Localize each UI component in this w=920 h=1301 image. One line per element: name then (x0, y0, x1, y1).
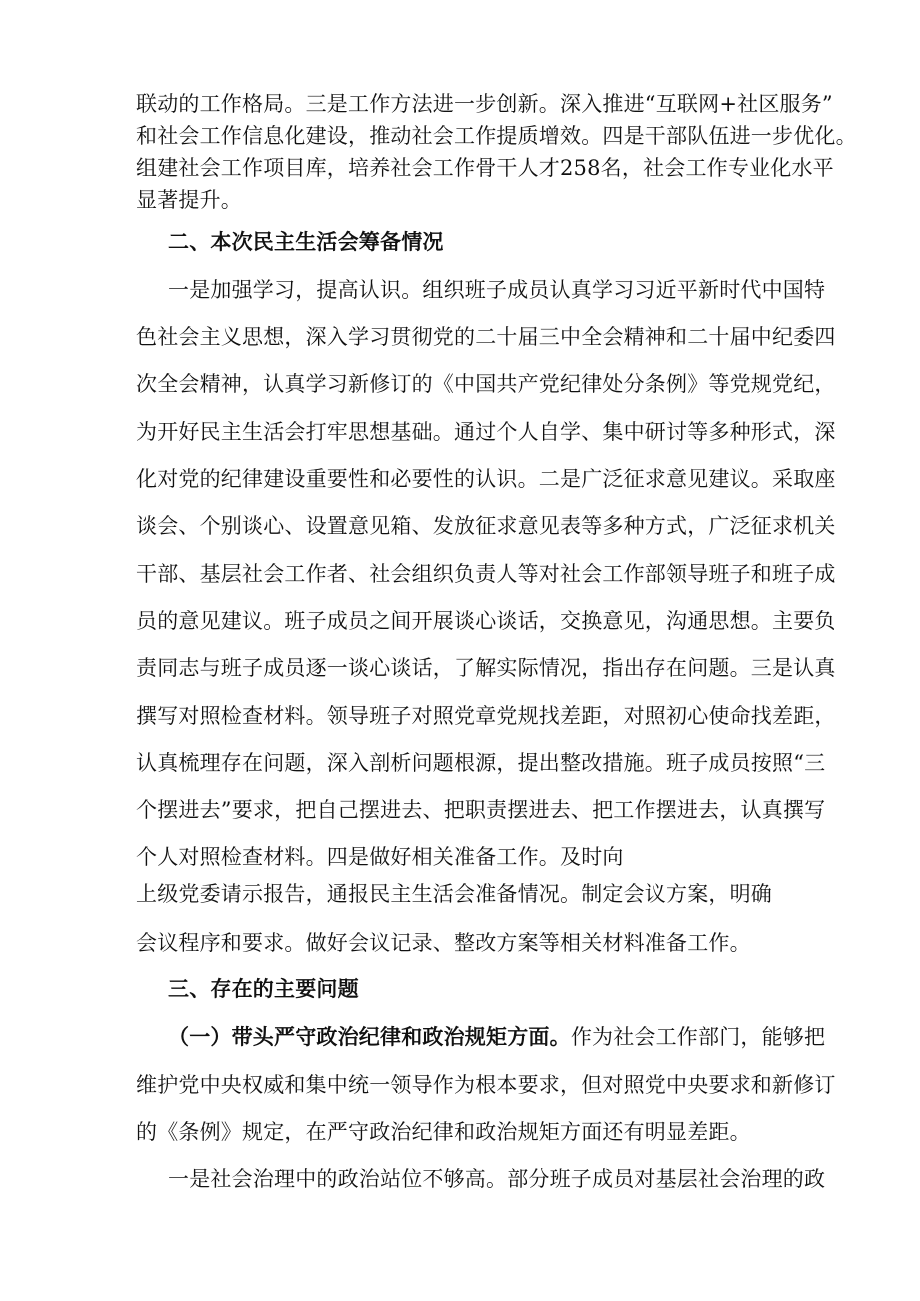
intro-line-2: 和社会工作信息化建设，推动社会工作提质增效。四是干部队伍进一步优化。 (136, 124, 857, 148)
intro-line-4: 显著提升。 (136, 188, 242, 212)
section2-line-9: 责同志与班子成员逐一谈心谈话，了解实际情况，指出存在问题。三是认真 (136, 656, 836, 680)
section2-line-4: 为开好民主生活会打牢思想基础。通过个人自学、集中研讨等多种形式，深 (136, 420, 836, 444)
subsection1-line-3: 的《条例》规定，在严守政治纪律和政治规矩方面还有明显差距。 (136, 1120, 751, 1144)
section2-line-10: 撰写对照检查材料。领导班子对照党章党规找差距，对照初心使命找差距， (136, 704, 836, 728)
section2-line-2: 色社会主义思想，深入学习贯彻党的二十届三中全会精神和二十届中纪委四 (136, 325, 836, 349)
intro-line-1: 联动的工作格局。三是工作方法进一步创新。深入推进“互联网+社区服务” (136, 92, 833, 116)
section-heading-2: 二、本次民主生活会筹备情况 (168, 229, 444, 254)
section2-line-6: 谈会、个别谈心、设置意见箱、发放征求意见表等多种方式，广泛征求机关 (136, 514, 836, 538)
section2-line-15: 会议程序和要求。做好会议记录、整改方案等相关材料准备工作。 (136, 931, 751, 955)
section2-line-5: 化对党的纪律建设重要性和必要性的认识。二是广泛征求意见建议。采取座 (136, 467, 836, 491)
subsection1-text: 作为社会工作部门，能够把 (570, 1025, 826, 1049)
section2-line-12: 个摆进去”要求，把自己摆进去、把职责摆进去、把工作摆进去，认真撰写 (136, 798, 826, 822)
section2-line-14: 上级党委请示报告，通报民主生活会准备情况。制定会议方案，明确 (136, 882, 772, 906)
intro-line-3: 组建社会工作项目库，培养社会工作骨干人才258名，社会工作专业化水平 (136, 156, 834, 180)
section2-line-1: 一是加强学习，提高认识。组织班子成员认真学习习近平新时代中国特 (168, 278, 826, 302)
section2-line-7: 干部、基层社会工作者、社会组织负责人等对社会工作部领导班子和班子成 (136, 562, 836, 586)
subsection1-line-2: 维护党中央权威和集中统一领导作为根本要求，但对照党中央要求和新修订 (136, 1073, 836, 1097)
section2-line-8: 员的意见建议。班子成员之间开展谈心谈话，交换意见，沟通思想。主要负 (136, 609, 836, 633)
final-line: 一是社会治理中的政治站位不够高。部分班子成员对基层社会治理的政 (168, 1167, 826, 1191)
subsection1-title: （一）带头严守政治纪律和政治规矩方面。 (168, 1024, 571, 1049)
section-heading-3: 三、存在的主要问题 (168, 976, 359, 1001)
section2-line-13: 个人对照检查材料。四是做好相关准备工作。及时向 (136, 845, 624, 869)
subsection1-line-1 (168, 1023, 825, 1051)
section2-line-11: 认真梳理存在问题，深入剖析问题根源，提出整改措施。班子成员按照“三 (136, 751, 826, 775)
section2-line-3: 次全会精神，认真学习新修订的《中国共产党纪律处分条例》等党规党纪， (136, 372, 836, 396)
